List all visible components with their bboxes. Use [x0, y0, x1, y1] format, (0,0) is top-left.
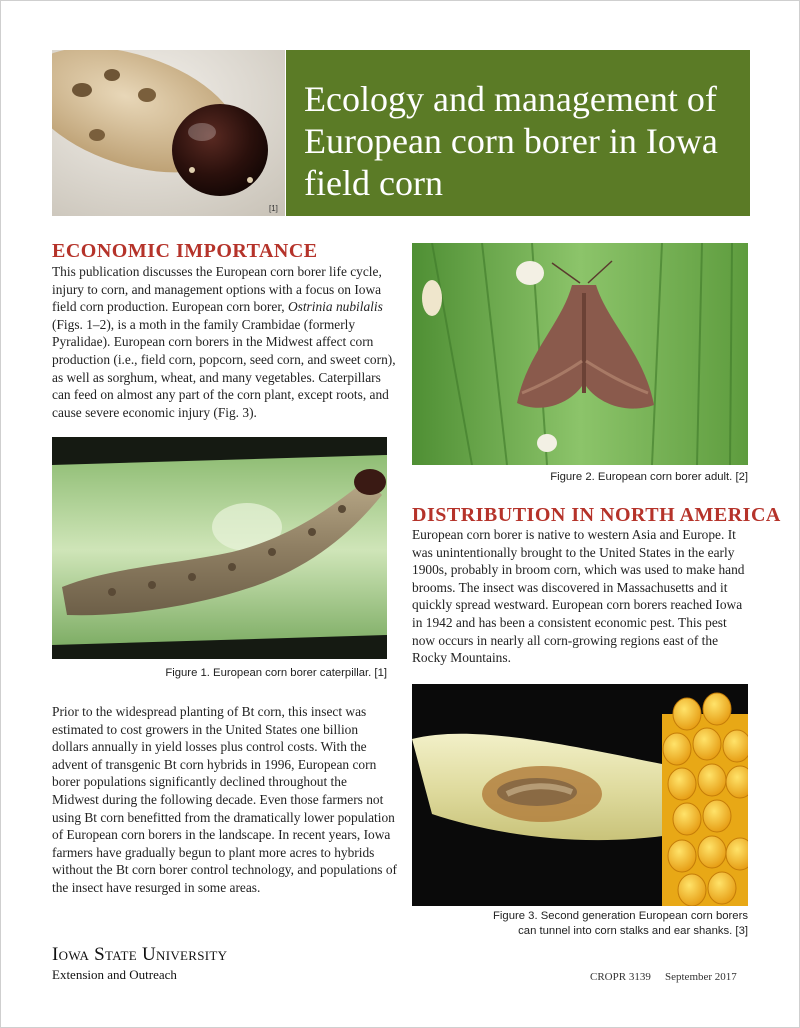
figure-3-caption-line-1: Figure 3. Second generation European corn borers: [493, 910, 748, 922]
economic-importance-heading: ECONOMIC IMPORTANCE: [52, 240, 318, 262]
species-name: Ostrinia nubilalis: [287, 299, 383, 315]
economic-paragraph-1: [52, 263, 397, 421]
figure-2-moth-photo: [412, 243, 748, 465]
document-id: CROPR 3139: [590, 971, 651, 983]
economic-paragraph-2: Prior to the widespread planting of Bt corn, this insect was estimated to cost growers in the United States one billion dollars annually in yield losses plus control costs. With the advent of transgenic Bt corn hybrids in 1996, European corn borer populations significantly declined throughout the Midwest during the following decade. Even those farmers not using Bt corn benefitted from the dramatically lower population of European corn borers in the landscape. In recent years, Iowa farmers have gradually begun to plant more acres to hybrids without the Bt corn borer control technology, and populations of the insect have resurged in some areas.: [52, 704, 397, 895]
document-date: September 2017: [665, 971, 737, 983]
economic-p1-start: This publication discusses the European corn borer life cycle, injury to corn, and management options with a focus on Iowa field corn production. European corn borer,: [52, 264, 382, 315]
figure-1-caption: Figure 1. European corn borer caterpillar. [1]: [165, 667, 387, 679]
page-title: Ecology and management of European corn borer in Iowa field corn: [304, 79, 718, 203]
economic-p1-end: (Figs. 1–2), is a moth in the family Crambidae (formerly Pyralidae). European corn borers in the Midwest affect corn production (i.e., field corn, popcorn, seed corn, and sweet corn), as well as sorghum, wheat, and many vegetables. Caterpillars can feed on almost any part of the corn plant, except roots, and cause severe economic injury (Fig. 3).: [52, 316, 396, 420]
extension-outreach-text: Extension and Outreach: [52, 967, 177, 982]
title-band: [286, 50, 750, 216]
figure-3-tunnel-photo: [412, 684, 748, 906]
header-caterpillar-photo: [52, 50, 285, 216]
distribution-paragraph: European corn borer is native to western Asia and Europe. It was unintentionally brought to the United States in the early 1900s, probably in broom corn, which was used to make hand brooms. The insect was discovered in Massachusetts and it quickly spread westward. European corn borers reached Iowa in 1942 and has been a consistent economic pest. This pest now occurs in nearly all corn-growing regions east of the Rocky Mountains.: [412, 527, 745, 666]
university-logo-text: Iowa State University: [52, 944, 228, 965]
figure-3-caption: [412, 909, 748, 939]
figure-1-caterpillar-photo: [52, 437, 387, 659]
header-photo-credit: [1]: [269, 204, 278, 213]
distribution-heading: DISTRIBUTION IN NORTH AMERICA: [412, 504, 781, 526]
figure-3-caption-line-2: can tunnel into corn stalks and ear shanks. [3]: [518, 925, 748, 937]
figure-2-caption: Figure 2. European corn borer adult. [2]: [550, 471, 748, 483]
